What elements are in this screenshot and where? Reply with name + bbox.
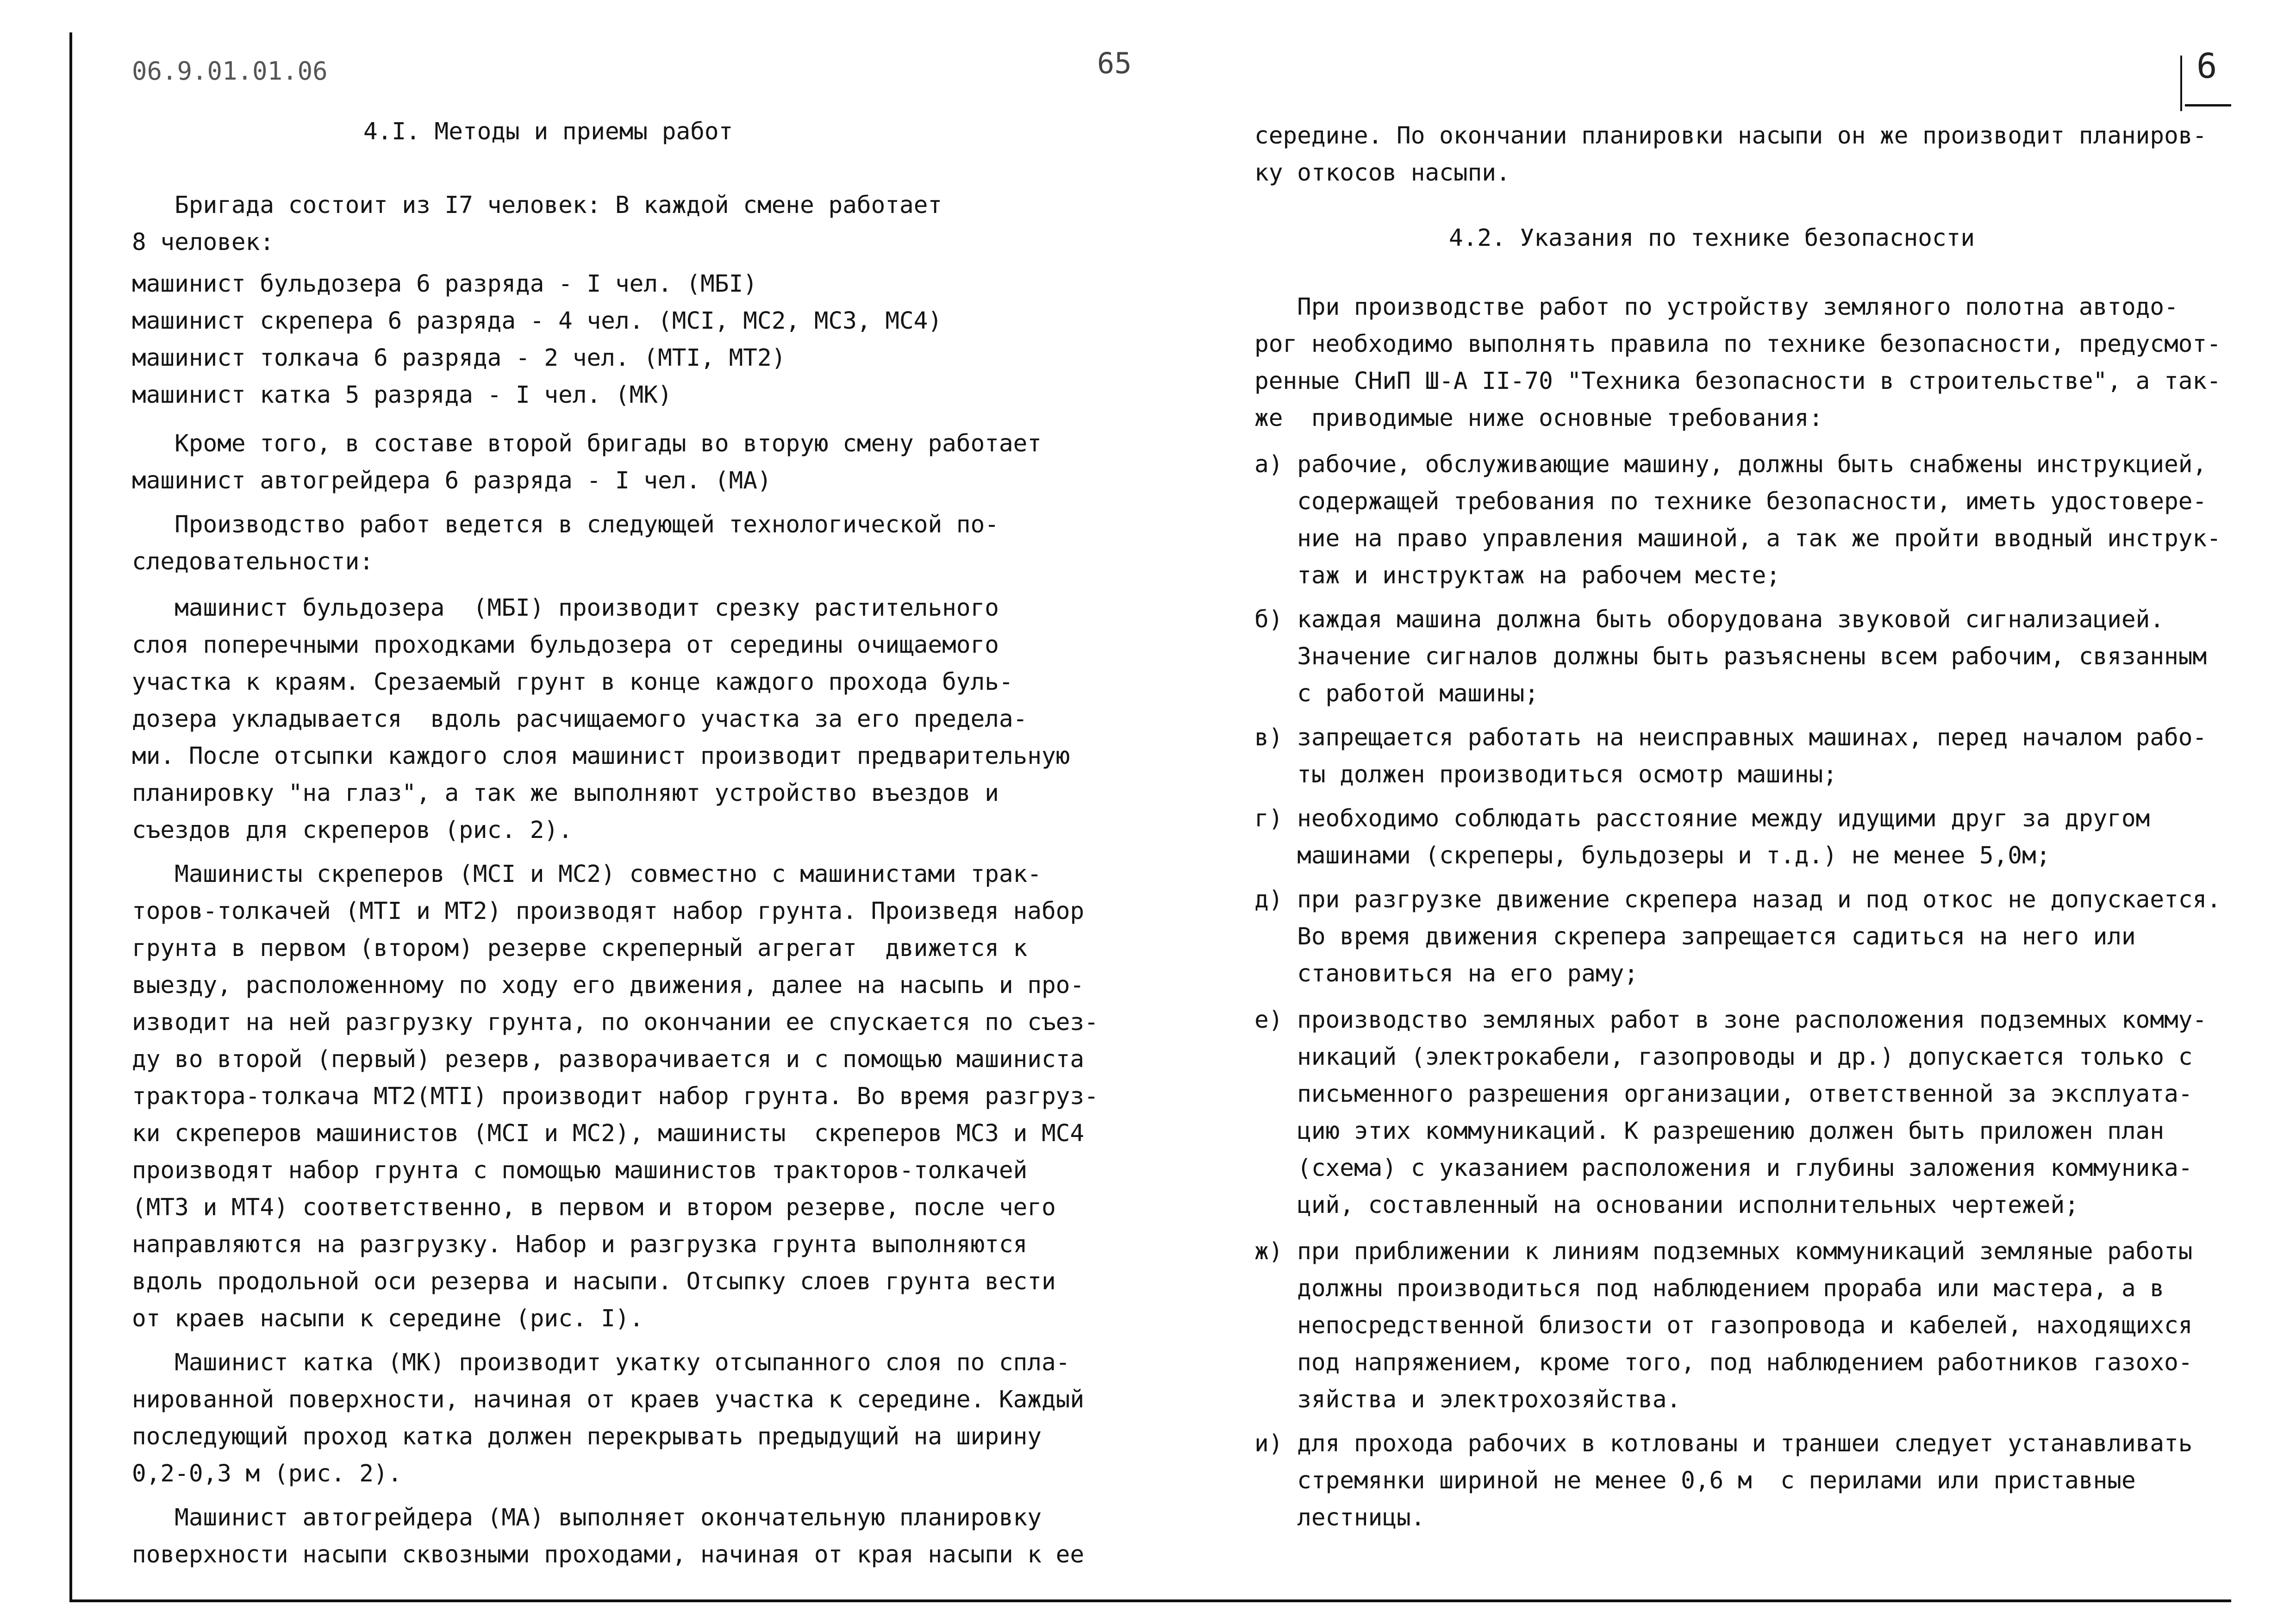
text-line: Производство работ ведется в следующей технологической по- [132,511,999,538]
text-line: трактора-толкача МТ2(МТI) производит набор грунта. Во время разгруз- [132,1083,1098,1110]
text-line: 8 человек: [132,229,275,256]
left-border [69,32,72,1602]
text-line: таж и инструктаж на рабочем месте; [1254,562,1781,589]
text-line: производят набор грунта с помощью машинистов тракторов-толкачей [132,1157,1028,1184]
text-line: ку откосов насыпи. [1254,159,1510,187]
text-line: Машинист катка (МК) производит укатку отсыпанного слоя по спла- [132,1349,1070,1376]
text-line: ние на право управления машиной, а так же пройти вводный инструк- [1254,525,2221,552]
text-line: направляются на разгрузку. Набор и разгрузка грунта выполняются [132,1231,1028,1258]
text-line: нированной поверхности, начиная от краев участка к середине. Каждый [132,1386,1085,1413]
text-line: в) запрещается работать на неисправных машинах, перед началом рабо- [1254,724,2207,751]
text-line: б) каждая машина должна быть оборудована звуковой сигнализацией. [1254,606,2165,633]
top-right-rule [2185,104,2231,106]
text-line: машинист бульдозера 6 разряда - I чел. (МБI) [132,270,758,298]
text-line: машинист бульдозера (МБI) производит срезку растительного [132,594,999,622]
text-line: лестницы. [1254,1504,1425,1531]
text-line: ренные СНиП Ш-А II-70 "Техника безопасности в строительстве", а так- [1254,368,2221,395]
text-line: (схема) с указанием расположения и глубины заложения коммуника- [1254,1155,2193,1182]
text-line: последующий проход катка должен перекрывать предыдущий на ширину [132,1423,1042,1450]
text-line: 0,2-0,3 м (рис. 2). [132,1460,402,1487]
text-line: изводит на ней разгрузку грунта, по окончании ее спускается по съез- [132,1009,1098,1036]
text-line: письменного разрешения организации, ответственной за эксплуата- [1254,1081,2193,1108]
text-line: машинист автогрейдера 6 разряда - I чел. (МА) [132,467,772,494]
text-line: а) рабочие, обслуживающие машину, должны быть снабжены инструкцией, [1254,451,2207,478]
text-line: (МТ3 и МТ4) соответственно, в первом и втором резерве, после чего [132,1194,1056,1221]
text-line: грунта в первом (втором) резерве скреперный агрегат движется к [132,935,1028,962]
text-line: планировку "на глаз", а так же выполняют устройство въездов и [132,780,999,807]
text-line: Значение сигналов должны быть разъяснены всем рабочим, связанным [1254,643,2207,670]
text-line: вдоль продольной оси резерва и насыпи. Отсыпку слоев грунта вести [132,1268,1056,1295]
text-line: съездов для скреперов (рис. 2). [132,817,573,844]
text-line: поверхности насыпи сквозными проходами, начиная от края насыпи к ее [132,1541,1085,1568]
text-line: стремянки шириной не менее 0,6 м с перилами или приставные [1254,1467,2136,1494]
text-line: цию этих коммуникаций. К разрешению должен быть приложен план [1254,1118,2165,1145]
text-line: Машинист автогрейдера (МА) выполняет окончательную планировку [132,1504,1042,1531]
text-line: ты должен производиться осмотр машины; [1254,761,1837,788]
text-line: от краев насыпи к середине (рис. I). [132,1305,644,1332]
text-line: дозера укладывается вдоль расчищаемого участка за его предела- [132,706,1028,733]
text-line: Бригада состоит из I7 человек: В каждой смене работает [132,192,942,219]
text-line: ций, составленный на основании исполнительных чертежей; [1254,1192,2079,1219]
text-line: машинист скрепера 6 разряда - 4 чел. (МСI, МС2, МС3, МС4) [132,307,942,335]
text-line: непосредственной близости от газопровода и кабелей, находящихся [1254,1312,2193,1339]
text-line: участка к краям. Срезаемый грунт в конце каждого прохода буль- [132,668,1013,696]
text-line: рог необходимо выполнять правила по технике безопасности, предусмот- [1254,331,2221,358]
text-line: е) производство земляных работ в зоне расположения подземных комму- [1254,1006,2207,1034]
text-line: становиться на его раму; [1254,960,1639,987]
text-line: с работой машины; [1254,680,1539,707]
text-line: торов-толкачей (МТI и МТ2) производят набор грунта. Произведя набор [132,898,1085,925]
text-line: никаций (электрокабели, газопроводы и др.) допускается только с [1254,1043,2193,1071]
text-line: ки скреперов машинистов (МСI и МС2), машинисты скреперов МС3 и МС4 [132,1120,1085,1147]
sheet-number: 6 [2196,46,2217,86]
bottom-border [69,1599,2231,1602]
text-line: же приводимые ниже основные требования: [1254,405,1823,432]
text-line: зяйства и электрохозяйства. [1254,1386,1681,1413]
text-line: При производстве работ по устройству земляного полотна автодо- [1254,294,2178,321]
text-line: д) при разгрузке движение скрепера назад и под откос не допускается. [1254,886,2221,913]
text-line: ду во второй (первый) резерв, разворачивается и с помощью машиниста [132,1046,1085,1073]
text-line: Кроме того, в составе второй бригады во вторую смену работает [132,430,1042,457]
text-line: машинист катка 5 разряда - I чел. (МК) [132,381,672,409]
section-title-methods: 4.I. Методы и приемы работ [363,118,733,145]
text-line: под напряжением, кроме того, под наблюдением работников газохо- [1254,1349,2193,1376]
doc-code: 06.9.01.01.06 [132,56,328,86]
page-number: 65 [1097,46,1132,80]
text-line: машинист толкача 6 разряда - 2 чел. (МТI, МТ2) [132,344,786,372]
section-title-safety: 4.2. Указания по технике безопасности [1449,225,1975,252]
text-line: Во время движения скрепера запрещается садиться на него или [1254,923,2136,950]
text-line: машинами (скреперы, бульдозеры и т.д.) не менее 5,0м; [1254,842,2051,869]
text-line: ж) при приближении к линиям подземных коммуникаций земляные работы [1254,1238,2193,1265]
text-line: г) необходимо соблюдать расстояние между идущими друг за другом [1254,805,2150,832]
text-line: выезду, расположенному по ходу его движения, далее на насыпь и про- [132,972,1085,999]
text-line: должны производиться под наблюдением прораба или мастера, а в [1254,1275,2165,1302]
text-line: содержащей требования по технике безопасности, иметь удостовере- [1254,488,2207,515]
text-line: Машинисты скреперов (МСI и МС2) совместно с машинистами трак- [132,861,1042,888]
text-line: ми. После отсыпки каждого слоя машинист производит предварительную [132,743,1070,770]
sheet-number-divider [2180,56,2182,111]
text-line: середине. По окончании планировки насыпи он же производит планиров- [1254,122,2207,150]
text-line: и) для прохода рабочих в котлованы и траншеи следует устанавливать [1254,1430,2193,1457]
text-line: слоя поперечными проходками бульдозера от середины очищаемого [132,631,999,659]
text-line: следовательности: [132,548,374,575]
